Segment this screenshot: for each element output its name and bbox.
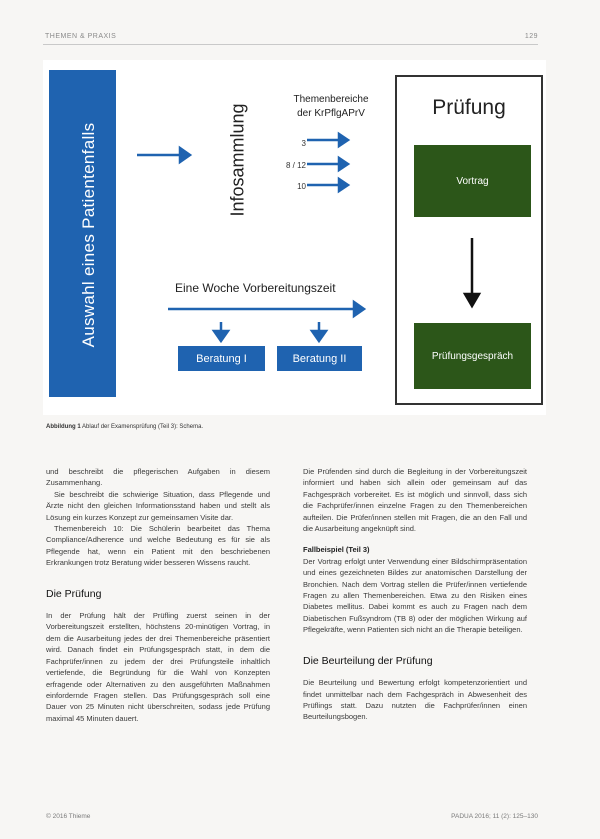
flow-figure — [43, 60, 546, 415]
arrowhead-beratung-1 — [214, 331, 228, 341]
patient-case-label: Auswahl eines Patientenfalls — [79, 122, 98, 348]
arrowhead-theme-3 — [339, 134, 348, 146]
theme-number: 10 — [297, 182, 306, 191]
paragraph: Die Prüfenden sind durch die Begleitung in der Vorbereitungszeit informiert und haben sich allein oder gemeinsam auf das Fachgespräch vorbereitet. Es ist möglich und sinnvoll, dass sich die Fachprüfer/innen einzelne Fragen zu den Themenbereichen aufteilen. Die Prüfer/innen stellen mit Fragen, die an den Fall und die Ausarbeitung angeknüpft sind. — [303, 467, 527, 534]
right-column — [303, 466, 527, 723]
header-rule — [43, 44, 538, 45]
arrowhead-beratung-2 — [312, 331, 326, 341]
arrowhead-prep-week — [354, 302, 364, 316]
paragraph: Der Vortrag erfolgt unter Verwendung einer Bildschirmpräsentation und eines gezeichneten Bildes zur anatomischen Darstellung der Bronchien. Nach dem Vortrag stellen die Prüfer/innen vertiefende Fragen zu allen Themenbereichen. Etwa zu den Risiken eines Diabetes mellitus. Dabei kommt es auch zu Fragen nach dem Diabetischen Fußsyndrom (TB 8) oder der möglichen Wirkung auf Pflegekräfte, wenn Patienten sich nicht an die Therapie beteiligen. — [303, 556, 527, 635]
section-heading: Die Beurteilung der Prüfung — [303, 654, 433, 667]
footer-left: © 2016 Thieme — [46, 813, 91, 820]
arrowhead-vortrag-to-talk — [465, 294, 479, 306]
exam-talk-label: Prüfungsgespräch — [431, 350, 514, 362]
paragraph: In der Prüfung hält der Prüfling zuerst seinen in der Vorbereitungszeit erstellten, höchstens 20-minütigen Vortrag, in dem die Ausarbeitung jedes der drei Themenbereiche präsentiert wird. Danach findet ein Prüfungsgespräch statt, in dem die Fachprüfer/innen zu jedem der drei Prüfungsteile inhaltlich vertiefende, die Begründung für die Wahl von Konzepten erfragende oder Alternativen zu den ausgeführten Maßnahmen einfordernde Fragen stellen. Das Prüfungsgespräch soll eine Dauer von 25 Minuten nicht überschreiten, sodass jede Prüfung maximal 45 Minuten dauert. — [46, 611, 270, 723]
flow-arrows — [43, 60, 546, 415]
footer-right: PADUA 2016; 11 (2): 125–130 — [451, 813, 538, 820]
paragraph: Die Beurteilung und Bewertung erfolgt kompetenzorientiert und findet unmittelbar nach dem Fachgespräch in Abwesenheit des Prüflings statt. Dazu nutzten die Fachprüfer/innen einen Beurteilungsbogen. — [303, 678, 527, 722]
caption-text: Ablauf der Examensprüfung (Teil 3): Schema. — [82, 424, 204, 430]
caption-label: Abbildung 1 — [46, 424, 81, 430]
subsection-heading: Fallbeispiel (Teil 3) — [303, 545, 370, 555]
themes-title-line-2: der KrPflgAPrV — [297, 108, 365, 119]
section-heading: Die Prüfung — [46, 587, 102, 600]
beratung-2-label: Beratung II — [292, 352, 347, 365]
prep-week-label: Eine Woche Vorbereitungszeit — [175, 281, 336, 295]
themes-title-line-1: Themenbereiche — [293, 94, 369, 105]
figure-caption — [46, 424, 203, 430]
theme-number: 3 — [301, 139, 306, 148]
arrowhead-theme-8-12 — [339, 158, 348, 170]
page-number: 129 — [524, 33, 538, 40]
paragraph: und beschreibt die pflegerischen Aufgaben in diesem Zusammenhang. — [46, 467, 270, 488]
info-collection-label: Infosammlung — [227, 103, 248, 217]
beratung-1-label: Beratung I — [196, 352, 247, 365]
vortrag-label: Vortrag — [456, 175, 489, 187]
theme-number: 8 / 12 — [285, 161, 306, 170]
exam-title: Prüfung — [432, 96, 506, 119]
paragraph: Themenbereich 10: Die Schülerin bearbeitet das Thema Compliance/Adherence und welche Bedeutung es für sie als Pflegende hat, wenn ein Patient mit den beschriebenen Erkrankungen trotz Beratung wider besseren Wissens raucht. — [46, 524, 270, 568]
arrowhead-theme-10 — [339, 179, 348, 191]
arrowhead-to-info — [180, 148, 190, 162]
running-header-left: THEMEN & PRAXIS — [45, 33, 117, 40]
left-column — [46, 466, 270, 724]
paragraph: Sie beschreibt die schwierige Situation, dass Pflegende und Ärzte nicht den gleichen Informationsstand haben und stellt als Lösung ein kurzes Konzept zur gemeinsamen Visite dar. — [46, 489, 270, 522]
